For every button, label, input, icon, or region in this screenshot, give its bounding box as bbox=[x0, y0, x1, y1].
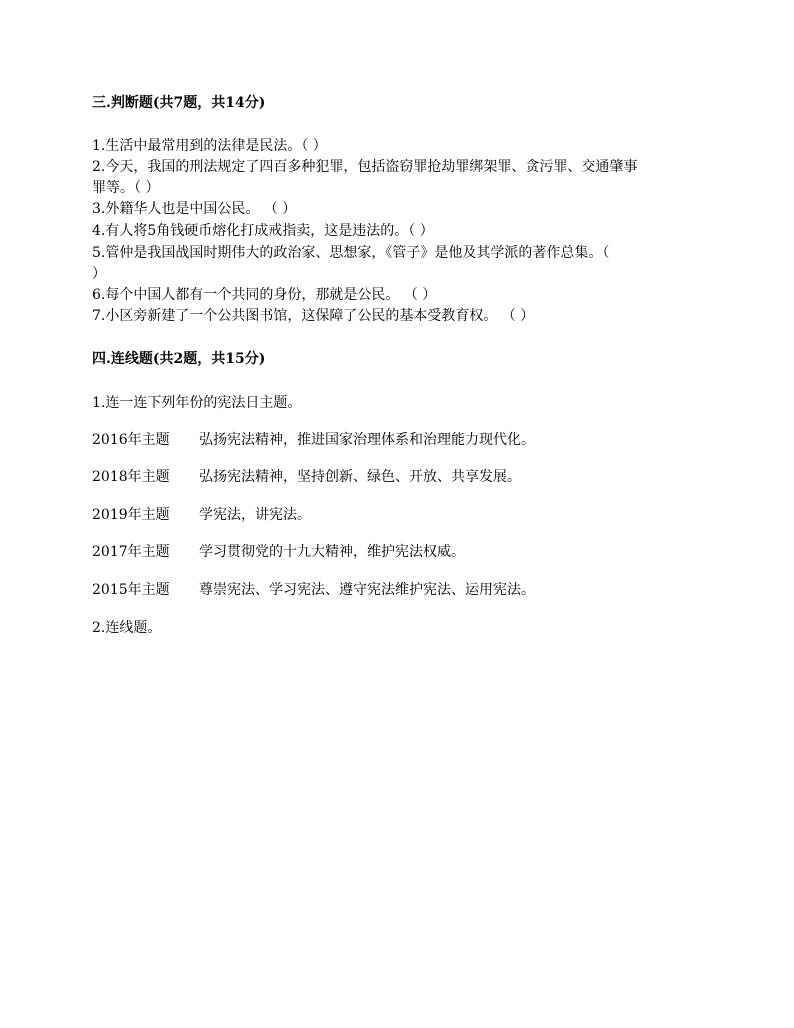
theme-year-label: 2018年主题 bbox=[92, 469, 170, 485]
judgment-question-5-line-2: ） bbox=[92, 266, 106, 282]
theme-year-label: 2017年主题 bbox=[92, 544, 170, 560]
theme-text: 弘扬宪法精神，坚持创新、绿色、开放、共享发展。 bbox=[199, 469, 521, 485]
matching-question-1: 1.连一连下列年份的宪法日主题。 bbox=[92, 395, 302, 411]
section-4-heading: 四.连线题(共2题，共15分) bbox=[92, 351, 266, 367]
judgment-question-5-line-1: 5.管仲是我国战国时期伟大的政治家、思想家，《管子》是他及其学派的著作总集。（ bbox=[92, 245, 610, 261]
theme-text: 弘扬宪法精神，推进国家治理体系和治理能力现代化。 bbox=[199, 432, 535, 448]
matching-question-2: 2.连线题。 bbox=[92, 620, 162, 636]
judgment-question-2-line-1: 2.今天，我国的刑法规定了四百多种犯罪，包括盗窃罪抢劫罪绑架罪、贪污罪、交通肇事 bbox=[92, 159, 638, 175]
judgment-question-4: 4.有人将5角钱硬币熔化打成戒指卖，这是违法的。（ ） bbox=[92, 223, 434, 239]
judgment-question-2-line-2: 罪等。（ ） bbox=[92, 180, 160, 196]
judgment-question-6: 6.每个中国人都有一个共同的身份，那就是公民。 （ ） bbox=[92, 287, 437, 303]
judgment-question-1: 1.生活中最常用到的法律是民法。（ ） bbox=[92, 138, 327, 154]
theme-text: 学宪法，讲宪法。 bbox=[199, 507, 311, 523]
judgment-question-3: 3.外籍华人也是中国公民。 （ ） bbox=[92, 201, 297, 217]
theme-year-label: 2016年主题 bbox=[92, 432, 170, 448]
theme-year-label: 2015年主题 bbox=[92, 582, 170, 598]
theme-text: 尊崇宪法、学习宪法、遵守宪法维护宪法、运用宪法。 bbox=[199, 582, 535, 598]
theme-text: 学习贯彻党的十九大精神，维护宪法权威。 bbox=[199, 544, 465, 560]
theme-year-label: 2019年主题 bbox=[92, 507, 170, 523]
section-3-heading: 三.判断题(共7题，共14分) bbox=[92, 95, 266, 111]
judgment-question-7: 7.小区旁新建了一个公共图书馆，这保障了公民的基本受教育权。 （ ） bbox=[92, 308, 535, 324]
